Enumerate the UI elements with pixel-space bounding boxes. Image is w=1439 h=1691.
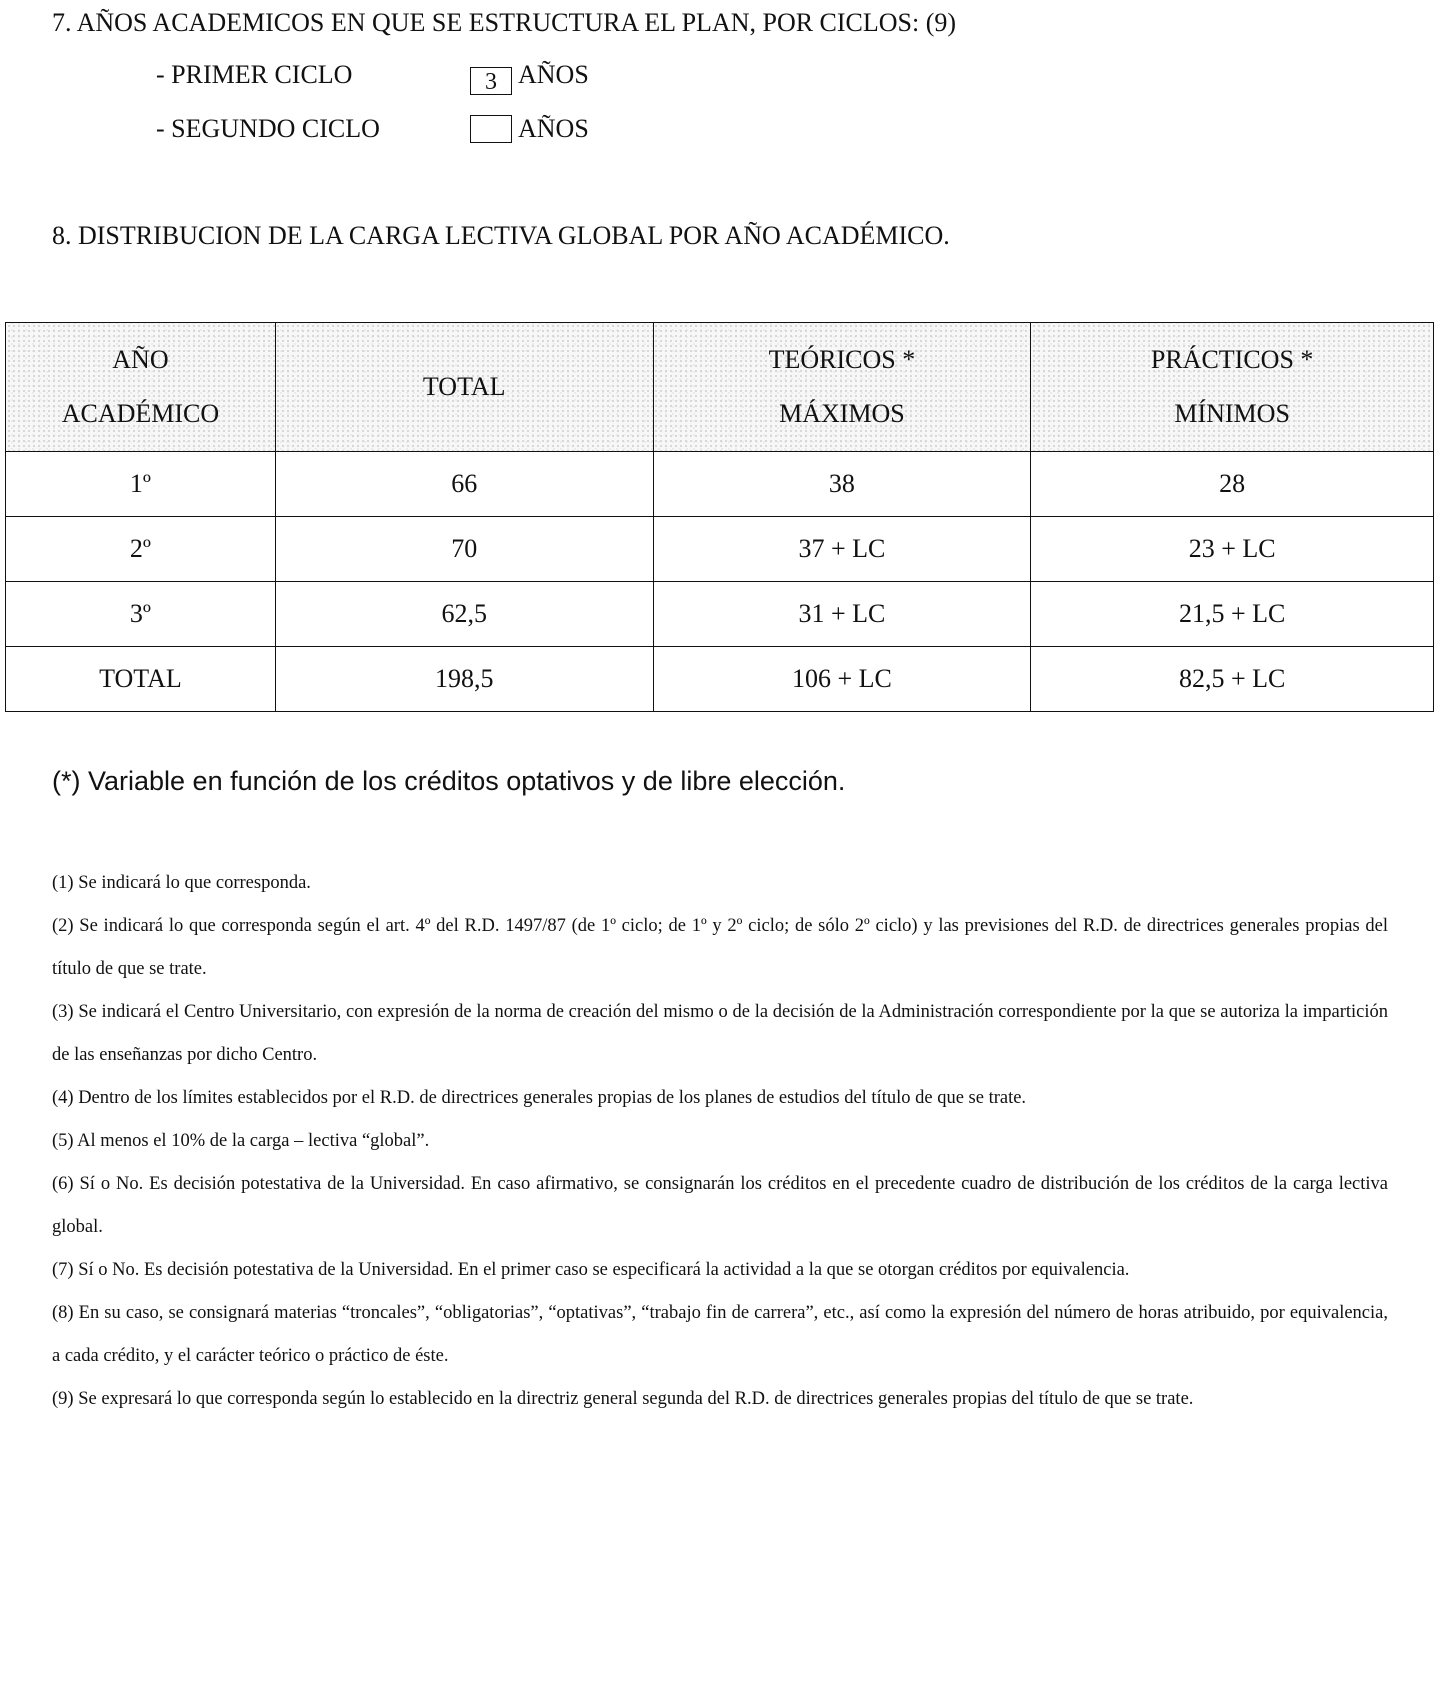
cell-total: 66 <box>275 452 653 517</box>
header-ano-academico: AÑO ACADÉMICO <box>6 323 276 452</box>
carga-lectiva-table <box>5 322 1434 712</box>
segundo-ciclo-unit: AÑOS <box>518 114 589 143</box>
segundo-ciclo-row <box>156 112 589 146</box>
table-total-row <box>6 647 1434 712</box>
footnote-9: (9) Se expresará lo que corresponda según lo establecido en la directriz general segunda del R.D. de directrices generales propias del título de que se trate. <box>52 1389 1194 1409</box>
cell-total: 70 <box>275 517 653 582</box>
primer-ciclo-row <box>156 58 589 95</box>
footnote-4: (4) Dentro de los límites establecidos por el R.D. de directrices generales propias de los planes de estudios del título de que se trate. <box>52 1088 1027 1108</box>
footnote-2: (2) Se indicará lo que corresponda según el art. 4º del R.D. 1497/87 (de 1º ciclo; de 1º y 2º ciclo; de sólo 2º ciclo) y las previsiones del R.D. de directrices generales propias del título de que se trate. <box>52 916 1388 979</box>
cell-practicos: 28 <box>1031 452 1434 517</box>
table-row <box>6 582 1434 647</box>
footnote-5: (5) Al menos el 10% de la carga – lectiva “global”. <box>52 1131 430 1151</box>
cell-ano: 3º <box>6 582 276 647</box>
cell-practicos: 82,5 + LC <box>1031 647 1434 712</box>
cell-teoricos: 106 + LC <box>653 647 1031 712</box>
segundo-ciclo-label: - SEGUNDO CICLO <box>156 114 380 143</box>
cell-total: 198,5 <box>275 647 653 712</box>
primer-ciclo-label: - PRIMER CICLO <box>156 60 353 89</box>
cell-total: 62,5 <box>275 582 653 647</box>
footnotes <box>52 862 1388 1421</box>
table-row <box>6 452 1434 517</box>
footnote-1: (1) Se indicará lo que corresponda. <box>52 873 311 893</box>
header-practicos-minimos: PRÁCTICOS * MÍNIMOS <box>1031 323 1434 452</box>
cell-ano: 2º <box>6 517 276 582</box>
header-total: TOTAL <box>275 323 653 452</box>
cell-teoricos: 31 + LC <box>653 582 1031 647</box>
table-header-row <box>6 323 1434 452</box>
cell-ano: 1º <box>6 452 276 517</box>
cell-practicos: 21,5 + LC <box>1031 582 1434 647</box>
primer-ciclo-unit: AÑOS <box>518 60 589 89</box>
section-8-heading: 8. DISTRIBUCION DE LA CARGA LECTIVA GLOBAL POR AÑO ACADÉMICO. <box>52 221 950 250</box>
header-teoricos-maximos: TEÓRICOS * MÁXIMOS <box>653 323 1031 452</box>
cell-teoricos: 38 <box>653 452 1031 517</box>
cell-teoricos: 37 + LC <box>653 517 1031 582</box>
footnote-7: (7) Sí o No. Es decisión potestativa de la Universidad. En el primer caso se especificará la actividad a la que se otorgan créditos por equivalencia. <box>52 1260 1130 1280</box>
cell-practicos: 23 + LC <box>1031 517 1434 582</box>
footnote-6: (6) Sí o No. Es decisión potestativa de la Universidad. En caso afirmativo, se consignarán los créditos en el precedente cuadro de distribución de los créditos de la carga lectiva global. <box>52 1174 1388 1237</box>
segundo-ciclo-years-box <box>470 115 512 143</box>
footnote-3: (3) Se indicará el Centro Universitario, con expresión de la norma de creación del mismo o de la decisión de la Administración correspondiente por la que se autoriza la impartición de las enseñanzas por dicho Centro. <box>52 1002 1388 1065</box>
section-7-heading: 7. AÑOS ACADEMICOS EN QUE SE ESTRUCTURA EL PLAN, POR CICLOS: (9) <box>52 8 957 37</box>
variable-credits-note: (*) Variable en función de los créditos optativos y de libre elección. <box>52 766 846 796</box>
footnote-8: (8) En su caso, se consignará materias “troncales”, “obligatorias”, “optativas”, “trabajo fin de carrera”, etc., así como la expresión del número de horas atribuido, por equivalencia, a cada crédito, y el carácter teórico o práctico de éste. <box>52 1303 1388 1366</box>
primer-ciclo-years-box: 3 <box>470 67 512 95</box>
table-row <box>6 517 1434 582</box>
cell-ano: TOTAL <box>6 647 276 712</box>
